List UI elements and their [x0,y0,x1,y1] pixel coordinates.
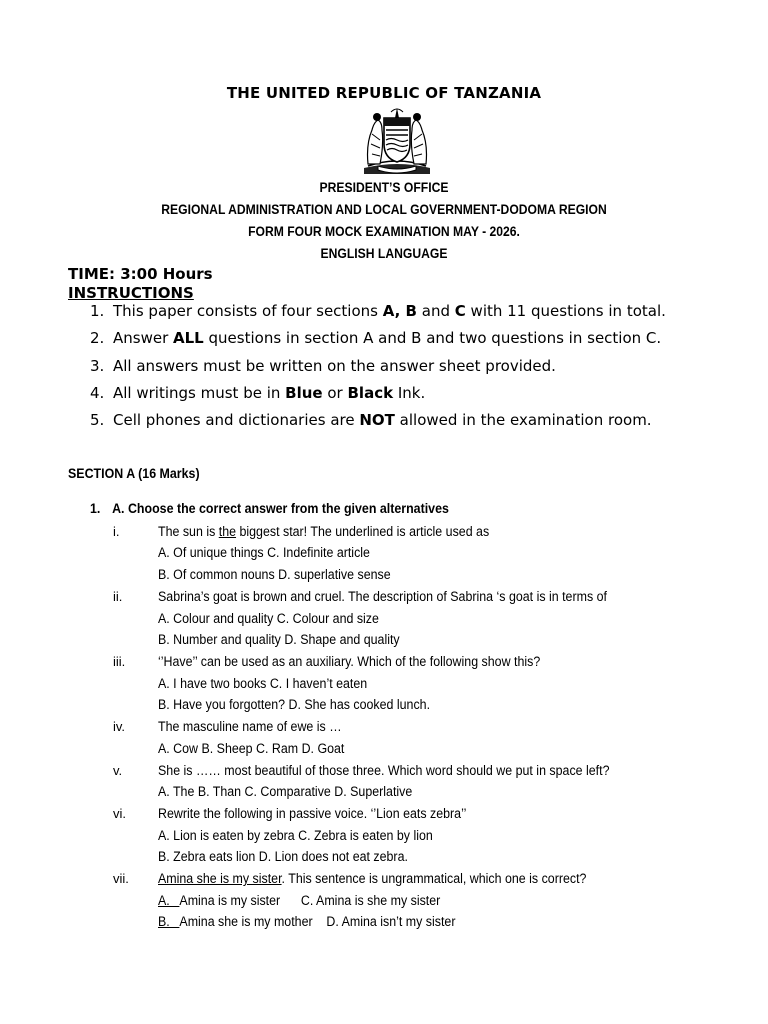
question-1-title: 1. A. Choose the correct answer from the given alternatives [90,501,449,516]
coat-of-arms-emblem [358,104,436,176]
answer-options: A. Lion is eaten by zebra C. Zebra is eaten by lion [158,828,433,843]
question-stem: The masculine name of ewe is … [158,719,342,734]
instructions-heading: INSTRUCTIONS [68,284,194,302]
instruction-item: 1. This paper consists of four sections A, B and C with 11 questions in total. [90,302,666,320]
instruction-item: 4. All writings must be in Blue or Black Ink. [90,384,426,402]
office-line: PRESIDENT’S OFFICE [319,180,449,195]
instruction-item: 5. Cell phones and dictionaries are NOT allowed in the examination room. [90,411,652,429]
answer-options: A. Cow B. Sheep C. Ram D. Goat [158,741,345,756]
item-number: vii. [113,871,129,886]
instruction-item: 2. Answer ALL questions in section A and B and two questions in section C. [90,329,662,347]
item-number: iii. [113,654,126,669]
question-stem: Sabrina’s goat is brown and cruel. The description of Sabrina ‘s goat is in terms of [158,589,607,604]
question-stem: Amina she is my sister. This sentence is ungrammatical, which one is correct? [158,871,587,886]
exam-line: FORM FOUR MOCK EXAMINATION MAY - 2026. [248,224,520,239]
answer-options: B. Have you forgotten? D. She has cooked lunch. [158,697,431,712]
instruction-item: 3. All answers must be written on the answer sheet provided. [90,357,556,375]
answer-options: B. Number and quality D. Shape and quality [158,632,400,647]
section-a-title: SECTION A (16 Marks) [68,466,200,481]
question-stem: The sun is the biggest star! The underlined is article used as [158,524,490,539]
answer-options: A. Amina is my sister C. Amina is she my sister [158,893,441,908]
question-stem: Rewrite the following in passive voice. ‘’Lion eats zebra’’ [158,806,467,821]
answer-options: A. Of unique things C. Indefinite article [158,545,370,560]
answer-options: A. I have two books C. I haven’t eaten [158,676,368,691]
country-title: THE UNITED REPUBLIC OF TANZANIA [226,84,542,102]
answer-options: B. Zebra eats lion D. Lion does not eat zebra. [158,849,408,864]
item-number: v. [113,763,123,778]
answer-options: A. Colour and quality C. Colour and size [158,611,379,626]
item-number: i. [113,524,120,539]
answer-options: A. The B. Than C. Comparative D. Superlative [158,784,413,799]
answer-options: B. Of common nouns D. superlative sense [158,567,391,582]
subject-line: ENGLISH LANGUAGE [320,246,448,261]
question-stem: She is …… most beautiful of those three. Which word should we put in space left? [158,763,610,778]
item-number: ii. [113,589,123,604]
region-line: REGIONAL ADMINISTRATION AND LOCAL GOVERNMENT-DODOMA REGION [161,202,607,217]
answer-options: B. Amina she is my mother D. Amina isn’t my sister [158,914,456,929]
question-stem: ‘’Have’’ can be used as an auxiliary. Which of the following show this? [158,654,541,669]
item-number: vi. [113,806,126,821]
item-number: iv. [113,719,126,734]
exam-time: TIME: 3:00 Hours [68,265,213,283]
